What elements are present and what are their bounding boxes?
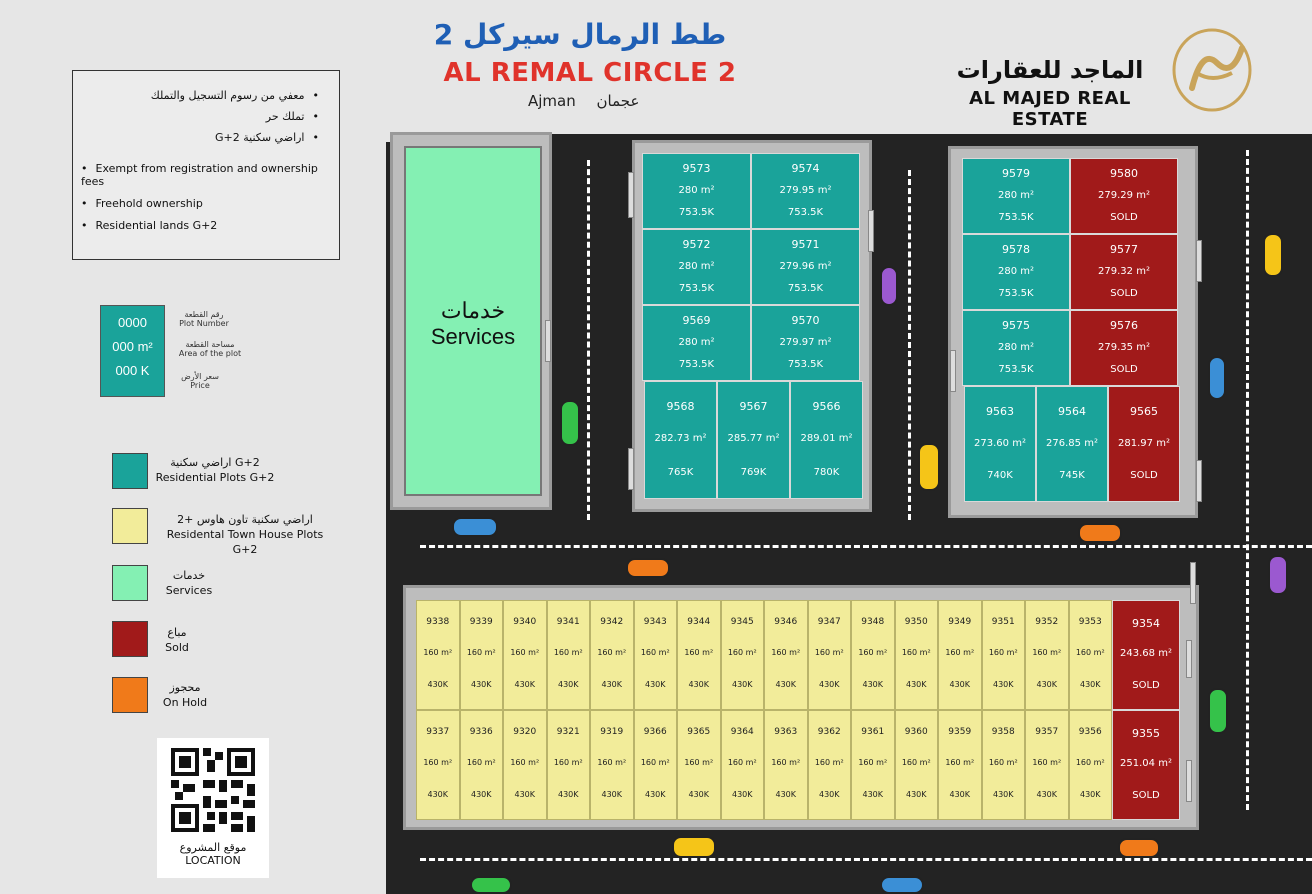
features-list-ar: [73, 89, 339, 144]
plot-9579[interactable]: [962, 158, 1070, 234]
plot-price: 430K: [688, 789, 709, 799]
plot-key-area: 000 m²: [112, 339, 153, 354]
plot-area: 280 m²: [997, 189, 1034, 201]
plot-price: 753.5K: [678, 283, 715, 295]
car-icon: [1263, 233, 1283, 277]
plot-price: 430K: [688, 679, 709, 689]
plot-9346[interactable]: [764, 600, 808, 710]
plot-9564[interactable]: [1036, 386, 1108, 502]
plot-9352[interactable]: [1025, 600, 1069, 710]
plot-area: 160 m²: [597, 648, 627, 658]
plot-number: 9576: [1110, 319, 1138, 332]
plot-price: 430K: [905, 679, 927, 689]
street-light-icon: [545, 320, 551, 362]
plot-9366[interactable]: [634, 710, 678, 820]
plot-area: 279.95 m²: [779, 184, 832, 196]
plot-area: 160 m²: [684, 648, 714, 658]
car-icon: [918, 443, 940, 491]
plot-price: 430K: [1079, 679, 1101, 689]
car-icon: [1208, 688, 1228, 734]
feature-item: • تملك حر: [73, 110, 319, 123]
plot-area: 282.73 m²: [654, 433, 707, 445]
plot-key-price: 000 K: [115, 363, 150, 378]
plot-area: 281.97 m²: [1118, 437, 1170, 449]
plot-9353[interactable]: [1069, 600, 1113, 710]
plot-area: 160 m²: [858, 758, 888, 768]
location-qr-card[interactable]: [157, 738, 269, 878]
plot-area: 160 m²: [988, 758, 1018, 768]
plot-price: SOLD: [1132, 679, 1160, 691]
plot-9347[interactable]: [808, 600, 852, 710]
plot-area: 280 m²: [997, 341, 1034, 353]
plot-price: 430K: [949, 679, 970, 689]
plot-price: 430K: [992, 789, 1014, 799]
plot-9363[interactable]: [764, 710, 808, 820]
plot-price: 430K: [949, 789, 970, 799]
plot-number: 9577: [1110, 243, 1138, 256]
plot-area: 279.35 m²: [1098, 341, 1150, 353]
plot-area: 160 m²: [901, 648, 931, 658]
plot-9341[interactable]: [547, 600, 591, 710]
plot-area: 251.04 m²: [1120, 758, 1172, 770]
plot-area: 280 m²: [678, 184, 715, 196]
plot-number: 9366: [643, 727, 667, 737]
car-icon: [626, 558, 670, 578]
plot-number: 9338: [426, 617, 450, 627]
plot-price: 430K: [644, 679, 666, 689]
plot-number: 9567: [739, 400, 768, 413]
plot-area: 160 m²: [597, 758, 627, 768]
plot-9356[interactable]: [1069, 710, 1113, 820]
plot-9578[interactable]: [962, 234, 1070, 310]
plot-area: 280 m²: [678, 260, 715, 272]
plot-price: 430K: [470, 789, 492, 799]
plot-price: 430K: [1036, 789, 1057, 799]
plot-area: 160 m²: [510, 758, 540, 768]
plot-area: 243.68 m²: [1120, 648, 1172, 660]
car-icon: [880, 266, 898, 306]
feature-item: • Residential lands G+2: [81, 219, 339, 232]
plot-number: 9336: [469, 727, 493, 737]
plot-number: 9350: [904, 617, 928, 627]
car-icon: [880, 876, 924, 894]
plot-number: 9341: [556, 617, 580, 627]
plot-area: 160 m²: [771, 758, 801, 768]
plot-number: 9364: [730, 727, 754, 737]
plot-9340[interactable]: [503, 600, 547, 710]
plot-price: 745K: [1059, 470, 1085, 482]
plot-area: 160 m²: [423, 758, 453, 768]
plot-number: 9568: [666, 400, 695, 413]
plot-price: 753.5K: [998, 212, 1034, 224]
plot-key-number: 0000: [118, 315, 147, 330]
plot-area: 160 m²: [1075, 758, 1105, 768]
plot-9563[interactable]: [964, 386, 1036, 502]
plot-price: 430K: [601, 789, 622, 799]
plot-number: 9337: [426, 727, 450, 737]
plot-area: 160 m²: [1075, 648, 1105, 658]
car-icon: [1078, 523, 1122, 543]
location-ar: عجمان: [596, 92, 640, 110]
plot-area: 160 m²: [640, 648, 670, 658]
legend-sold: مباع Sold: [165, 626, 189, 654]
plot-9568[interactable]: [644, 381, 717, 499]
plot-price: 753.5K: [998, 364, 1034, 376]
plot-price: 430K: [1079, 789, 1101, 799]
plot-price: 430K: [514, 679, 535, 689]
plot-price: SOLD: [1110, 212, 1138, 224]
street-light-icon: [1196, 460, 1202, 502]
plot-9349[interactable]: [938, 600, 982, 710]
plot-9348[interactable]: [851, 600, 895, 710]
plot-9362[interactable]: [808, 710, 852, 820]
plot-9358[interactable]: [982, 710, 1026, 820]
project-title-ar: طط الرمال سيركل 2: [433, 18, 727, 51]
plot-number: 9572: [682, 238, 711, 251]
lane-marking: [908, 170, 911, 520]
plot-price: 430K: [818, 679, 840, 689]
plot-number: 9345: [730, 617, 754, 627]
plot-price: 430K: [427, 789, 448, 799]
plot-price: 765K: [667, 466, 694, 478]
plot-9364[interactable]: [721, 710, 765, 820]
plot-9343[interactable]: [634, 600, 678, 710]
street-light-icon: [1186, 640, 1192, 678]
car-icon: [452, 517, 498, 537]
plot-9357[interactable]: [1025, 710, 1069, 820]
services-label-en: Services: [430, 324, 516, 349]
plot-area: 160 m²: [466, 648, 496, 658]
plot-number: 9360: [904, 727, 928, 737]
legend-swatch-townhouse: [112, 508, 148, 544]
plot-9361[interactable]: [851, 710, 895, 820]
plot-9570[interactable]: [751, 305, 860, 381]
plot-price: 769K: [740, 466, 767, 478]
plot-area: 160 m²: [510, 648, 540, 658]
car-icon: [560, 400, 580, 446]
qr-label-ar: موقع المشروع: [179, 841, 247, 854]
legend-on-hold: محجوز On Hold: [162, 681, 208, 709]
legend-services: خدمات Services: [165, 569, 213, 597]
plot-number: 9573: [682, 162, 711, 175]
qr-code-icon[interactable]: [171, 748, 255, 832]
plot-number: 9363: [774, 727, 798, 737]
plot-9338[interactable]: [416, 600, 460, 710]
plot-key-number-label: رقم القطعة Plot Number: [179, 310, 229, 328]
plot-area: 160 m²: [945, 648, 975, 658]
plot-number: 9351: [991, 617, 1015, 627]
car-icon: [1208, 356, 1226, 400]
plot-area: 160 m²: [771, 648, 801, 658]
plot-area: 160 m²: [814, 648, 844, 658]
plot-9319[interactable]: [590, 710, 634, 820]
plot-9320[interactable]: [503, 710, 547, 820]
lane-marking: [420, 545, 1312, 548]
plot-area: 160 m²: [466, 758, 496, 768]
plot-number: 9362: [817, 727, 841, 737]
plot-price: 430K: [644, 789, 666, 799]
street-light-icon: [868, 210, 874, 252]
plot-price: 780K: [813, 466, 840, 478]
plot-price: 753.5K: [787, 207, 824, 219]
plot-area: 160 m²: [727, 648, 757, 658]
project-title-en: AL REMAL CIRCLE 2: [443, 58, 737, 88]
plot-area: 279.97 m²: [779, 336, 832, 348]
plot-area: 160 m²: [901, 758, 931, 768]
plot-9566[interactable]: [790, 381, 863, 499]
plot-9571[interactable]: [751, 229, 860, 305]
plot-price: SOLD: [1110, 288, 1138, 300]
plot-number: 9563: [986, 405, 1014, 418]
project-location: [520, 92, 647, 110]
plot-area: 289.01 m²: [800, 433, 853, 445]
plot-price: SOLD: [1132, 789, 1160, 801]
plot-key-sample: [100, 305, 165, 397]
plot-area: 160 m²: [684, 758, 714, 768]
plot-9577[interactable]: [1070, 234, 1178, 310]
features-list-en: [73, 162, 339, 232]
plot-area: 279.96 m²: [779, 260, 832, 272]
plot-price: 430K: [1036, 679, 1057, 689]
plot-9573[interactable]: [642, 153, 751, 229]
plot-area: 276.85 m²: [1046, 437, 1098, 449]
brand-name-en: AL MAJED REAL ESTATE: [969, 88, 1131, 130]
plot-number: 9352: [1035, 617, 1059, 627]
plot-9339[interactable]: [460, 600, 504, 710]
plot-area: 160 m²: [553, 648, 583, 658]
plot-number: 9342: [600, 617, 624, 627]
lane-marking: [1246, 150, 1249, 810]
plot-9565[interactable]: [1108, 386, 1180, 502]
plot-9360[interactable]: [895, 710, 939, 820]
services-area: [404, 146, 542, 496]
plot-number: 9355: [1132, 727, 1160, 740]
plot-number: 9565: [1130, 405, 1158, 418]
plot-9350[interactable]: [895, 600, 939, 710]
plot-9572[interactable]: [642, 229, 751, 305]
plot-9569[interactable]: [642, 305, 751, 381]
qr-label-en: LOCATION: [185, 854, 241, 867]
plot-price: 430K: [557, 789, 579, 799]
plot-area: 279.32 m²: [1098, 265, 1150, 277]
plot-number: 9340: [513, 617, 537, 627]
street-light-icon: [628, 448, 634, 490]
lane-marking: [587, 160, 590, 520]
plot-number: 9319: [600, 727, 624, 737]
features-box: [72, 70, 340, 260]
plot-number: 9347: [817, 617, 841, 627]
plot-price: 430K: [862, 789, 883, 799]
car-icon: [470, 876, 512, 894]
plot-number: 9339: [469, 617, 493, 627]
brand-name-ar: الماجد للعقارات: [956, 56, 1144, 84]
plot-9351[interactable]: [982, 600, 1026, 710]
plot-9574[interactable]: [751, 153, 860, 229]
plot-number: 9353: [1078, 617, 1102, 627]
plot-number: 9566: [812, 400, 841, 413]
plot-price: 430K: [557, 679, 579, 689]
plot-9337[interactable]: [416, 710, 460, 820]
plot-price: 753.5K: [787, 283, 824, 295]
plot-number: 9578: [1002, 243, 1030, 256]
plot-price: 430K: [731, 789, 753, 799]
plot-9321[interactable]: [547, 710, 591, 820]
plot-area: 160 m²: [640, 758, 670, 768]
plot-number: 9580: [1110, 167, 1138, 180]
plot-price: 430K: [775, 679, 796, 689]
plot-9342[interactable]: [590, 600, 634, 710]
plot-area: 160 m²: [1032, 758, 1062, 768]
plot-price: 430K: [775, 789, 796, 799]
plot-area: 273.60 m²: [974, 437, 1026, 449]
plot-price: 753.5K: [678, 359, 715, 371]
plot-price: 430K: [514, 789, 535, 799]
plot-number: 9571: [791, 238, 820, 251]
plot-number: 9579: [1002, 167, 1030, 180]
plot-number: 9569: [682, 314, 711, 327]
feature-item: • Freehold ownership: [81, 197, 339, 210]
plot-number: 9365: [687, 727, 711, 737]
feature-item: • Exempt from registration and ownership fees: [81, 162, 339, 188]
plot-number: 9343: [643, 617, 667, 627]
plot-number: 9564: [1058, 405, 1086, 418]
plot-number: 9356: [1078, 727, 1102, 737]
plot-area: 160 m²: [814, 758, 844, 768]
plot-9344[interactable]: [677, 600, 721, 710]
plot-9580[interactable]: [1070, 158, 1178, 234]
plot-area: 285.77 m²: [727, 433, 780, 445]
plot-price: 753.5K: [787, 359, 824, 371]
street-light-icon: [1186, 760, 1192, 802]
plot-number: 9574: [791, 162, 820, 175]
plot-9365[interactable]: [677, 710, 721, 820]
plot-9567[interactable]: [717, 381, 790, 499]
plot-9354[interactable]: [1112, 600, 1180, 710]
plot-price: 430K: [905, 789, 927, 799]
plot-number: 9361: [861, 727, 885, 737]
plot-9359[interactable]: [938, 710, 982, 820]
plot-number: 9359: [948, 727, 972, 737]
street-light-icon: [1190, 562, 1196, 604]
plot-key-price-label: سعر الأرض Price: [181, 372, 219, 390]
plot-price: 430K: [992, 679, 1014, 689]
services-label-ar: خدمات: [440, 298, 506, 323]
plot-9355[interactable]: [1112, 710, 1180, 820]
plot-price: 753.5K: [998, 288, 1034, 300]
plot-price: 430K: [818, 789, 840, 799]
plot-9336[interactable]: [460, 710, 504, 820]
plot-price: 740K: [987, 470, 1013, 482]
plot-number: 9348: [861, 617, 885, 627]
location-en: Ajman: [528, 92, 576, 110]
car-icon: [1118, 838, 1160, 858]
plot-area: 160 m²: [945, 758, 975, 768]
plot-area: 160 m²: [1032, 648, 1062, 658]
street-light-icon: [628, 172, 634, 218]
lane-marking: [420, 858, 1312, 861]
street-light-icon: [950, 350, 956, 392]
plot-9575[interactable]: [962, 310, 1070, 386]
plot-area: 160 m²: [858, 648, 888, 658]
legend-townhouse: اراضي سكنية تاون هاوس +2 Residental Town House Plots G+2: [166, 513, 324, 556]
plot-9345[interactable]: [721, 600, 765, 710]
plot-price: 430K: [731, 679, 753, 689]
plot-number: 9575: [1002, 319, 1030, 332]
plot-area: 280 m²: [678, 336, 715, 348]
plot-number: 9349: [948, 617, 972, 627]
plot-key-area-label: مساحة القطعة Area of the plot: [178, 340, 242, 358]
plot-area: 280 m²: [997, 265, 1034, 277]
plot-number: 9321: [556, 727, 580, 737]
al-majed-logo-icon: [1162, 18, 1262, 118]
plot-area: 160 m²: [988, 648, 1018, 658]
plot-number: 9320: [513, 727, 537, 737]
plot-number: 9570: [791, 314, 820, 327]
plot-number: 9358: [991, 727, 1015, 737]
plot-area: 160 m²: [423, 648, 453, 658]
plot-price: SOLD: [1130, 470, 1158, 482]
plot-9576[interactable]: [1070, 310, 1178, 386]
street-light-icon: [1196, 240, 1202, 282]
plot-area: 279.29 m²: [1098, 189, 1150, 201]
plot-price: 430K: [862, 679, 883, 689]
plot-number: 9346: [774, 617, 798, 627]
car-icon: [672, 836, 716, 858]
plot-price: 430K: [470, 679, 492, 689]
plot-number: 9344: [687, 617, 711, 627]
plot-price: 430K: [427, 679, 448, 689]
car-icon: [1268, 555, 1288, 595]
plot-area: 160 m²: [553, 758, 583, 768]
plot-price: 430K: [601, 679, 622, 689]
feature-item: • معفي من رسوم التسجيل والتملك: [73, 89, 319, 102]
plot-number: 9354: [1132, 617, 1160, 630]
plot-price: 753.5K: [678, 207, 715, 219]
plot-price: SOLD: [1110, 364, 1138, 376]
plot-number: 9357: [1035, 727, 1059, 737]
legend-residential: اراضي سكنية G+2 Residential Plots G+2: [155, 456, 275, 484]
plot-area: 160 m²: [727, 758, 757, 768]
feature-item: • اراضي سكنية G+2: [73, 131, 319, 144]
